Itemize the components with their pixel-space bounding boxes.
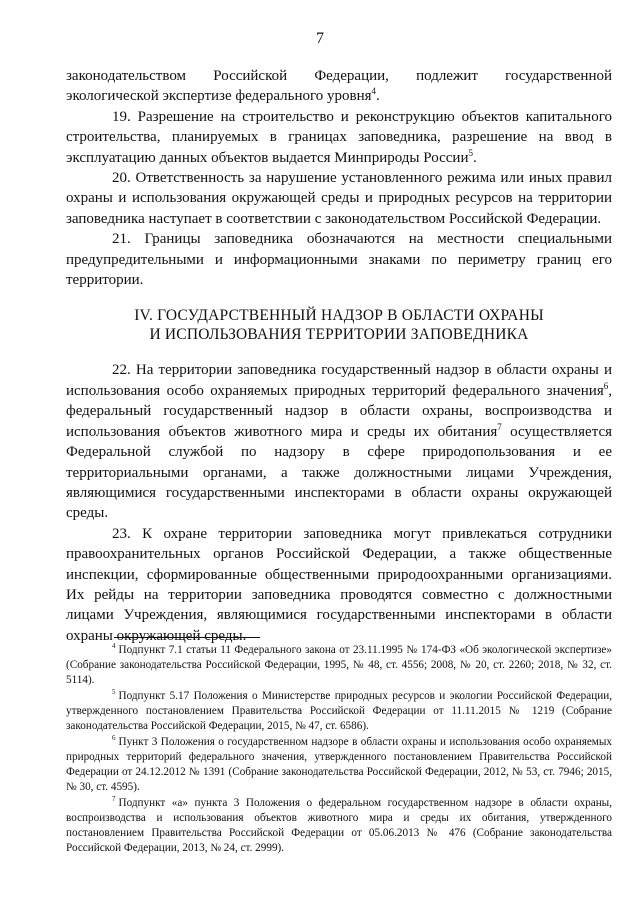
footnote-4: $^4$ Подпункт 7.1 статьи 11 Федерального закона от 23.11.1995 № 174-ФЗ «Об экологической экспертизе» (Собрание законодательства Российской Федерации, 1995, № 48, ст. 4556; 2008, № 20, ст. 2260; 2018, № 32, ст. 5114). — [66, 642, 612, 686]
section-heading-line-2: И ИСПОЛЬЗОВАНИЯ ТЕРРИТОРИИ ЗАПОВЕДНИКА — [149, 326, 529, 344]
paragraph-20: 20. Ответственность за нарушение установленного режима или иных правил охраны и использования окружающей среды и природных ресурсов на территории заповедника наступает в соответствии с законодательством Российской Федерации. — [66, 170, 612, 227]
paragraph-continuation: законодательством Российской Федерации, подлежит государственной экологической экспертизе федерального уровня$^4$. — [66, 68, 612, 105]
paragraph-19: 19. Разрешение на строительство и реконструкцию объектов капитального строительства, планируемых в границах заповедника, разрешение на ввод в эксплуатацию данных объектов выдается Минприроды России$^5$. — [66, 108, 612, 166]
footnote-separator — [114, 637, 260, 638]
footnote-7: $^7$ Подпункт «а» пункта 3 Положения о федеральном государственном надзоре в области охраны, воспроизводства и использования объектов животного мира и среды их обитания, утвержденного постановлением Правительства Российской Федерации от 05.06.2013 № 476 (Собрание законодательства Российской Федерации, 2013, № 24, ст. 2999). — [66, 795, 612, 854]
paragraph-23: 23. К охране территории заповедника могут привлекаться сотрудники правоохранительных органов Российской Федерации, а также общественные инспекции, сформированные общественными природоохранными организациями. Их рейды на территории заповедника проводятся совместно с должностными лицами Учреждения, являющимися государственными инспекторами в области охраны окружающей среды. — [66, 525, 612, 644]
footnotes — [66, 643, 612, 857]
footnote-6: $^6$ Пункт 3 Положения о государственном надзоре в области охраны и использования особо охраняемых природных территорий федерального значения, утвержденного постановлением Правительства Российской Федерации от 24.12.2012 № 1391 (Собрание законодательства Российской Федерации, 2012, № 53, ст. 7946; 2015, № 30, ст. 4595). — [66, 734, 612, 793]
section-heading-line-1: IV. ГОСУДАРСТВЕННЫЙ НАДЗОР В ОБЛАСТИ ОХРАНЫ — [134, 307, 544, 325]
section-heading — [66, 306, 612, 344]
paragraph-21: 21. Границы заповедника обозначаются на местности специальными предупредительными и информационными знаками по периметру границ его территории. — [66, 231, 612, 289]
footnote-ref-5[interactable]: 5 — [468, 147, 473, 158]
paragraph-22: 22. На территории заповедника государственный надзор в области охраны и использования особо охраняемых природных территорий федерального значения$^6$, федеральный государственный надзор в области охраны, воспроизводства и использования объектов животного мира и среды их обитания$^7$ осуществляется Федеральной службой по надзору в сфере природопользования и ее территориальными органами, а также должностными лицами Учреждения, являющимися государственными инспекторами в области охраны окружающей среды. — [66, 362, 612, 522]
footnote-ref-7[interactable]: 7 — [497, 421, 502, 432]
footnote-ref-4[interactable]: 4 — [371, 86, 377, 97]
footnote-ref-6[interactable]: 6 — [603, 380, 609, 391]
footnote-5: $^5$ Подпункт 5.17 Положения о Министерстве природных ресурсов и экологии Российской Федерации, утвержденного постановлением Правительства Российской Федерации от 11.11.2015 № 1219 (Собрание законодательства Российской Федерации, 2015, № 47, ст. 6586). — [66, 688, 612, 732]
page-number: 7 — [316, 30, 324, 47]
main-text — [66, 66, 612, 646]
